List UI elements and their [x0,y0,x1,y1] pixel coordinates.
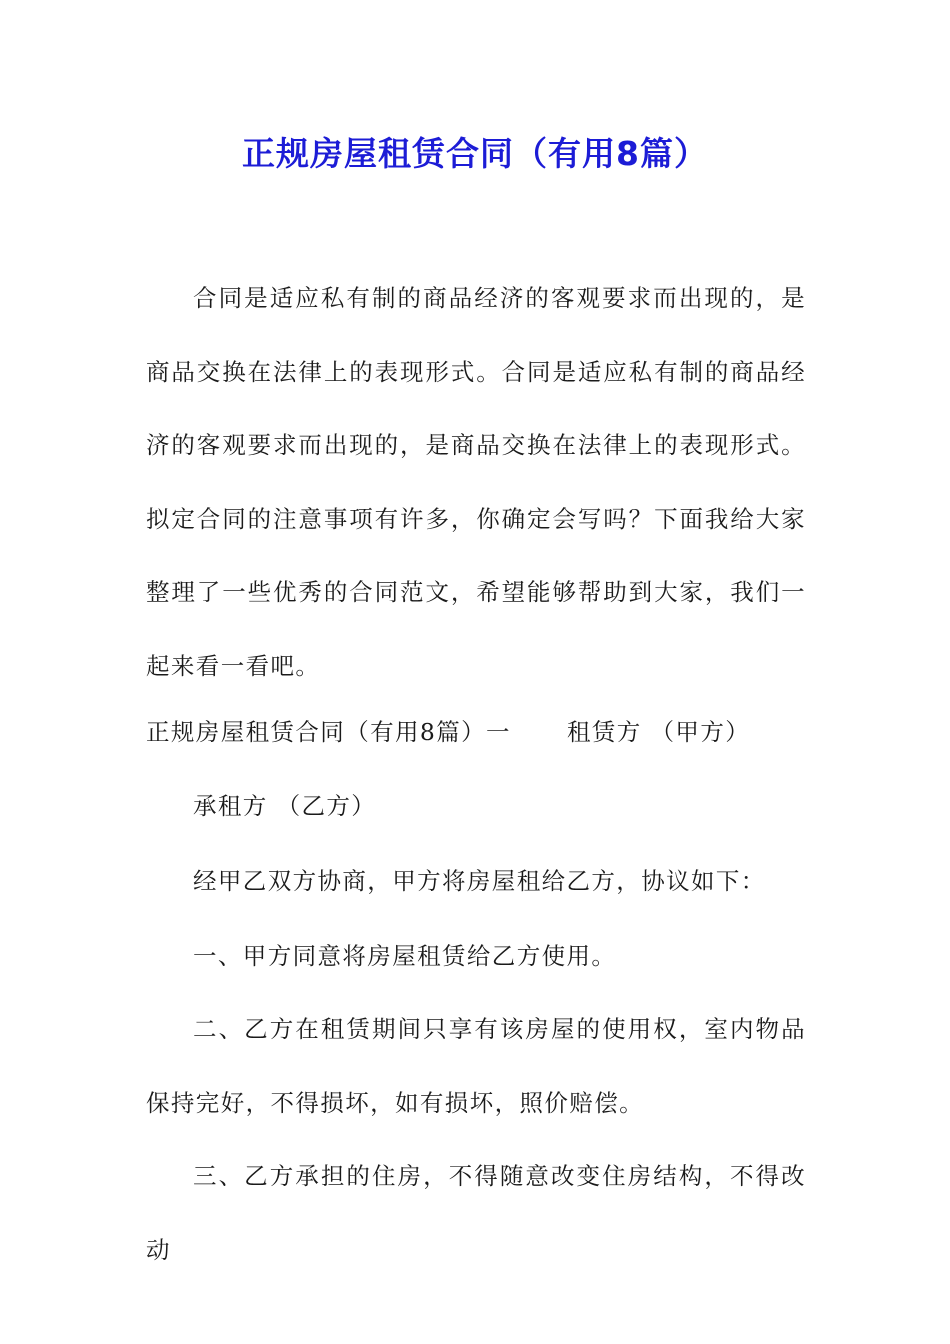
section-heading-line [146,712,810,752]
section-heading: 正规房屋租赁合同（有用8篇）一 [146,718,511,746]
intro-paragraph: 合同是适应私有制的商品经济的客观要求而出现的，是商品交换在法律上的表现形式。合同是适应私有制的商品经济的客观要求而出现的，是商品交换在法律上的表现形式。拟定合同的注意事项有许多，你确定会写吗？下面我给大家整理了一些优秀的合同范文，希望能够帮助到大家，我们一起来看一看吧。 [146,284,806,680]
clause-2: 二、乙方在租赁期间只享有该房屋的使用权，室内物品保持完好，不得损坏，如有损坏，照价赔偿。 [146,1015,806,1117]
lessor-label: 租赁方 （甲方） [566,718,751,746]
clause-1: 一、甲方同意将房屋租赁给乙方使用。 [193,942,617,970]
document-title: 正规房屋租赁合同（有用8篇） [242,134,708,173]
lessee-label: 承租方 （乙方） [193,792,377,820]
clause-3: 三、乙方承担的住房，不得随意改变住房结构，不得改动 [146,1162,806,1264]
agreement-intro: 经甲乙双方协商，甲方将房屋租给乙方，协议如下： [193,867,766,895]
